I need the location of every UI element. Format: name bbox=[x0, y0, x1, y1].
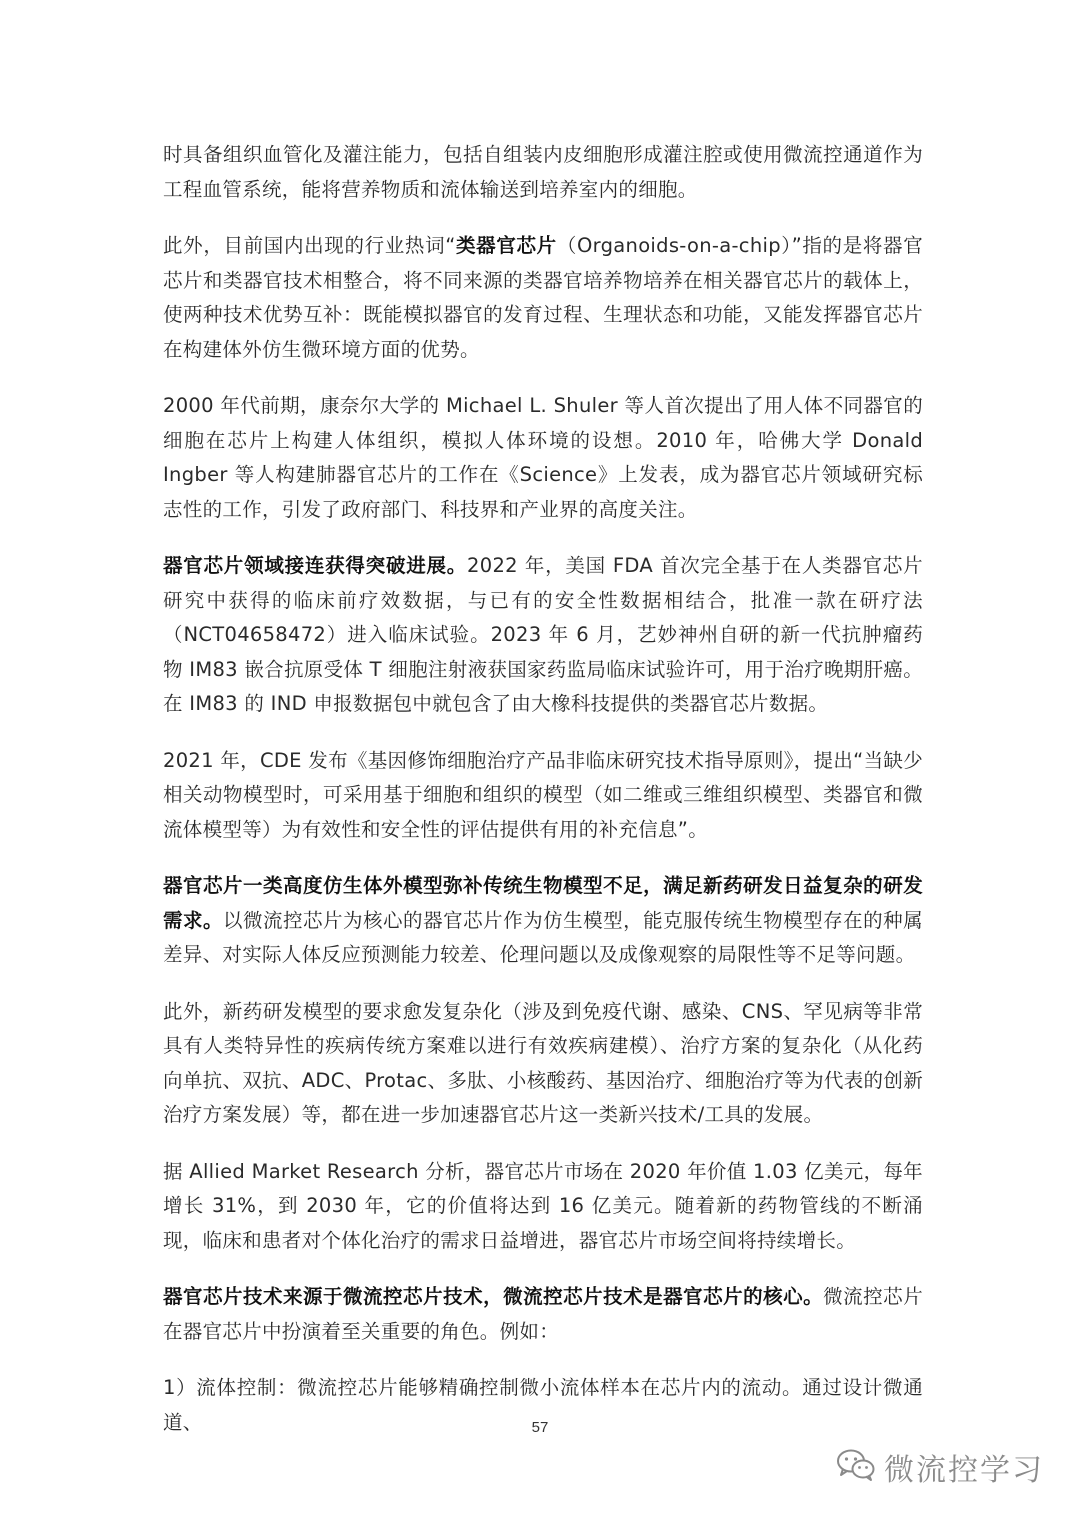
paragraph-text: 2021 年，CDE 发布《基因修饰细胞治疗产品非临床研究技术指导原则》，提出“当缺少相关动物模型时，可采用基于细胞和组织的模型（如二维或三维组织模型、类器官和微流体模型等）为有效性和安全性的评估提供有用的补充信息”。 bbox=[163, 748, 923, 841]
paragraph-text: 据 Allied Market Research 分析，器官芯片市场在 2020 年价值 1.03 亿美元，每年增长 31%，到 2030 年，它的价值将达到 16 亿美元。随着新的药物管线的不断涌现，临床和患者对个体化治疗的需求日益增进，器官芯片市场空间将持续增长。 bbox=[163, 1159, 923, 1252]
paragraph bbox=[163, 869, 923, 973]
paragraph bbox=[163, 549, 923, 722]
paragraph-text: （Organoids-on-a-chip）”指的是将器官芯片和类器官技术相整合，将不同来源的类器官培养物培养在相关器官芯片的载体上，使两种技术优势互补：既能模拟器官的发育过程、生理状态和功能，又能发挥器官芯片在构建体外仿生微环境方面的优势。 bbox=[163, 234, 923, 361]
bold-lead-sentence: 器官芯片一类高度仿生体外模型弥补传统生物模型不足，满足新药研发日益复杂的研发需求。 bbox=[163, 874, 923, 932]
bold-lead-sentence: 器官芯片技术来源于微流控芯片技术，微流控芯片技术是器官芯片的核心。 bbox=[163, 1285, 824, 1308]
paragraph bbox=[163, 995, 923, 1133]
paragraph bbox=[163, 389, 923, 527]
page-number: 57 bbox=[531, 1419, 549, 1436]
document-body bbox=[163, 138, 923, 1462]
paragraph bbox=[163, 1155, 923, 1259]
paragraph bbox=[163, 138, 923, 207]
paragraph-text: 以微流控芯片为核心的器官芯片作为仿生模型，能克服传统生物模型存在的种属差异、对实际人体反应预测能力较差、伦理问题以及成像观察的局限性等不足等问题。 bbox=[163, 908, 923, 966]
watermark bbox=[836, 1445, 1044, 1489]
paragraph-text: 微流控芯片在器官芯片中扮演着至关重要的角色。例如： bbox=[163, 1285, 923, 1343]
watermark-text: 微流控学习 bbox=[884, 1453, 1044, 1488]
wechat-logo-icon bbox=[836, 1448, 876, 1486]
paragraph bbox=[163, 1280, 923, 1349]
paragraph-text: 此外，目前国内出现的行业热词“ bbox=[163, 234, 456, 257]
paragraph-text: 此外，新药研发模型的要求愈发复杂化（涉及到免疫代谢、感染、CNS、罕见病等非常具有人类特异性的疾病传统方案难以进行有效疾病建模）、治疗方案的复杂化（从化药向单抗、双抗、ADC、Protac、多肽、小核酸药、基因治疗、细胞治疗等为代表的创新治疗方案发展）等，都在进一步加速器官芯片这一类新兴技术/工具的发展。 bbox=[163, 999, 923, 1126]
paragraph-text: 2022 年，美国 FDA 首次完全基于在人类器官芯片研究中获得的临床前疗效数据，与已有的安全性数据相结合，批准一款在研疗法（NCT04658472）进入临床试验。2023 年 6 月，艺妙神州自研的新一代抗肿瘤药物 IM83 嵌合抗原受体 T 细胞注射液获国家药监局临床试验许可，用于治疗晚期肝癌。在 IM83 的 IND 申报数据包中就包含了由大橡科技提供的类器官芯片数据。 bbox=[163, 554, 923, 715]
paragraph bbox=[163, 744, 923, 848]
bold-lead-sentence: 器官芯片领域接连获得突破进展。 bbox=[163, 554, 468, 577]
paragraph-text: 1）流体控制：微流控芯片能够精确控制微小流体样本在芯片内的流动。通过设计微通道、 bbox=[163, 1376, 923, 1434]
paragraph-text: 时具备组织血管化及灌注能力，包括自组装内皮细胞形成灌注腔或使用微流控通道作为工程血管系统，能将营养物质和流体输送到培养室内的细胞。 bbox=[163, 143, 923, 201]
paragraph-text: 2000 年代前期，康奈尔大学的 Michael L. Shuler 等人首次提出了用人体不同器官的细胞在芯片上构建人体组织，模拟人体环境的设想。2010 年，哈佛大学 Donald Ingber 等人构建肺器官芯片的工作在《Science》上发表，成为器官芯片领域研究标志性的工作，引发了政府部门、科技界和产业界的高度关注。 bbox=[163, 394, 923, 521]
paragraph bbox=[163, 229, 923, 367]
bold-term: 类器官芯片 bbox=[455, 234, 557, 257]
